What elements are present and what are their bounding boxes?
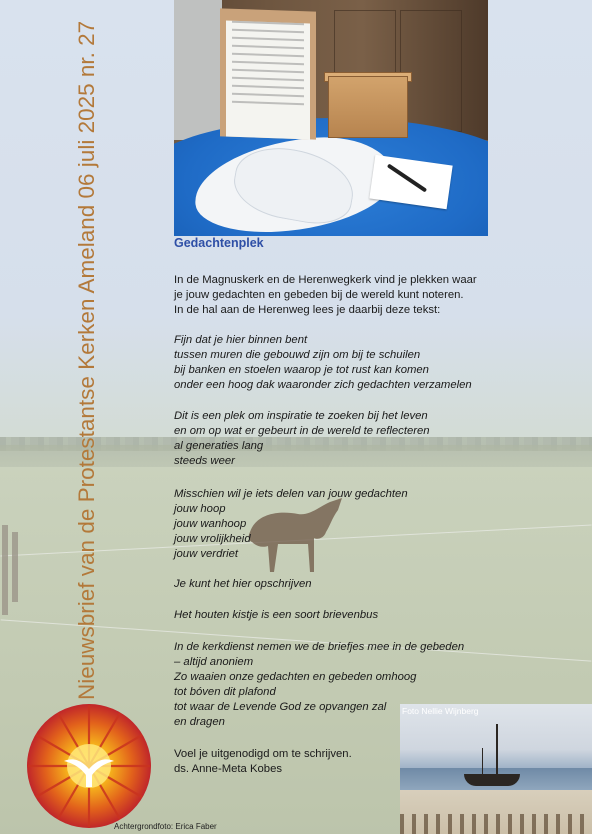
poem-line: Misschien wil je iets delen van jouw gedachten	[174, 488, 408, 500]
poem-line: – altijd anoniem	[174, 656, 254, 668]
poem-line: bij banken en stoelen waarop je tot rust kan komen	[174, 364, 429, 376]
thought-corner-photo	[174, 0, 488, 236]
poem-line: tot bóven dit plafond	[174, 686, 276, 698]
poem-line: Fijn dat je hier binnen bent	[174, 334, 308, 346]
poem-line: en dragen	[174, 716, 225, 728]
poem-line: en om op wat er gebeurt in de wereld te reflecteren	[174, 425, 430, 437]
author-line: ds. Anne-Meta Kobes	[174, 763, 283, 775]
wooden-letterbox	[328, 76, 408, 138]
poem-line: al generaties lang	[174, 440, 264, 452]
poem-line: jouw wanhoop	[174, 518, 247, 530]
poem-line: onder een hoog dak waaronder zich gedachten verzamelen	[174, 379, 472, 391]
photo-credit: Foto Nellie Wijnberg	[402, 706, 479, 716]
background-fence-post	[12, 532, 18, 602]
ship-icon	[464, 774, 520, 786]
dove-sun-logo	[26, 703, 152, 829]
intro-line: je jouw gedachten en gebeden bij de wereld kunt noteren.	[174, 289, 464, 301]
poem-line: tot waar de Levende God ze opvangen zal	[174, 701, 387, 713]
background-fence-post	[2, 525, 8, 615]
poem-line: Zo waaien onze gedachten en gebeden omhoog	[174, 671, 417, 683]
vertical-title-text: Nieuwsbrief van de Protestantse Kerken Ameland 06 juli 2025 nr. 27	[74, 20, 99, 700]
poem-line: tussen muren die gebouwd zijn om bij te schuilen	[174, 349, 421, 361]
poem-line: steeds weer	[174, 455, 235, 467]
newsletter-vertical-title	[68, 0, 104, 700]
intro-line: In de Magnuskerk en de Herenwegkerk vind je plekken waar	[174, 274, 477, 286]
article-heading: Gedachtenplek	[174, 236, 264, 250]
ship-on-beach-photo	[400, 704, 592, 834]
poem-line: jouw hoop	[174, 503, 226, 515]
poem-line: Je kunt het hier opschrijven	[174, 578, 312, 590]
poem-line: Dit is een plek om inspiratie te zoeken bij het leven	[174, 410, 428, 422]
framed-text	[220, 8, 316, 139]
poem-line: jouw vrolijkheid	[174, 533, 251, 545]
poem-line: In de kerkdienst nemen we de briefjes mee in de gebeden	[174, 641, 465, 653]
background-photo-credit: Achtergrondfoto: Erica Faber	[114, 822, 217, 831]
closing-line: Voel je uitgenodigd om te schrijven.	[174, 748, 352, 760]
intro-line: In de hal aan de Herenweg lees je daarbij deze tekst:	[174, 304, 441, 316]
background-horse	[238, 492, 348, 582]
poem-line: Het houten kistje is een soort brievenbus	[174, 609, 379, 621]
poem-line: jouw verdriet	[174, 548, 239, 560]
